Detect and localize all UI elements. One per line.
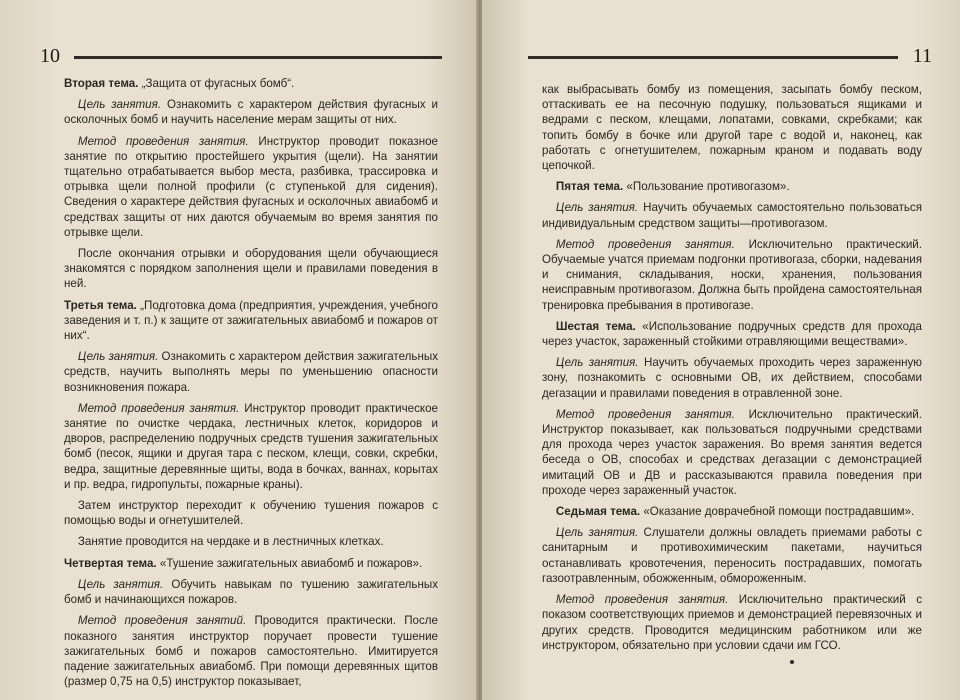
- paragraph: [64, 498, 438, 528]
- paragraph-lead: Метод проведения занятий.: [77, 614, 247, 628]
- paragraph: [64, 577, 438, 607]
- paragraph-text: Исключительно практический. Инструктор показывает, как пользоваться подручными средствами для прохода через участок заражения. Во время занятия ведется беседа о ОВ, способах и средствах дегазации с демонстрацией имитаций ОВ и ДВ и рассказываются правила поведения при проходе через зараженный участок.: [542, 407, 922, 497]
- paragraph-text: Затем инструктор переходит к обучению тушения пожаров с помощью воды и огнетушителей.: [64, 499, 438, 528]
- page-number: 11: [912, 45, 932, 67]
- paragraph-text: Инструктор проводит практическое занятие по очистке чердака, лестничных клеток, коридоров и дворов, распределению подручных средств тушения зажигательных бомб (песок, ящики и другая тара с песком, клещи, совки, скребки, ведра, защитные деревянные щиты, вода в бочках, ваннах, корытах и пр. ведра, гидропульты, пожарные краны).: [64, 401, 438, 491]
- paragraph-lead: Цель занятия.: [555, 356, 639, 370]
- paragraph-text: «Тушение зажигательных авиабомб и пожаров».: [156, 556, 423, 570]
- paragraph: [542, 592, 922, 653]
- paragraph: [542, 355, 922, 401]
- paragraph: [542, 319, 922, 349]
- page-number: 10: [40, 45, 60, 67]
- paragraph-lead: Метод проведения занятия.: [77, 401, 240, 415]
- left-page-text: [64, 76, 438, 695]
- paragraph-text: как выбрасывать бомбу из помещения, засыпать бомбу песком, оттаскивать ее на песочную подушку, пользоваться ящиками и ведрами с песком, клещами, лопатами, совками, скребками; как топить бомбу в бочке или другой таре с водой и, наконец, как работать с огнетушителем, пожарным краном и подавать воду цепочкой.: [542, 83, 922, 173]
- paragraph-lead: Метод проведения занятия.: [77, 134, 249, 148]
- paragraph-lead: Цель занятия.: [77, 577, 164, 591]
- paragraph: [542, 504, 922, 519]
- ink-dot: [790, 660, 794, 664]
- paragraph: [64, 97, 438, 127]
- paragraph-text: Ознакомить с характером действия фугасных и осколочных бомб и научить население мерам защиты от них.: [64, 98, 439, 127]
- paragraph: [64, 134, 438, 240]
- paragraph-text: Исключительно практический. Обучаемые учатся приемам подгонки противогаза, сборки, надевания и снимания, складывания, носки, хранения, пользования неисправным противогазом. Должна быть пройдена самостоятельная тренировка пребывания в противогазе.: [542, 237, 922, 312]
- paragraph-text: „Подготовка дома (предприятия, учреждения, учебного заведения и т. п.) к защите от зажигательных авиабомб и пожаров от них“.: [64, 298, 438, 343]
- topic-heading: Шестая тема.: [555, 319, 636, 333]
- left-page: [0, 0, 478, 700]
- paragraph-text: Занятие проводится на чердаке и в лестничных клетках.: [77, 535, 384, 549]
- paragraph-lead: Цель занятия.: [77, 98, 162, 112]
- topic-heading: Вторая тема.: [64, 77, 139, 90]
- topic-heading: Четвертая тема.: [64, 556, 157, 570]
- paragraph: [64, 401, 438, 492]
- paragraph: [64, 349, 438, 395]
- paragraph: [542, 82, 922, 173]
- header-rule: [74, 56, 442, 59]
- paragraph: [64, 556, 438, 571]
- paragraph-text: Научить обучаемых самостоятельно пользоваться индивидуальным средством защиты—противогазом.: [542, 201, 922, 230]
- right-page: [482, 0, 960, 700]
- paragraph: [64, 613, 438, 689]
- paragraph-text: «Использование подручных средств для прохода через участок, зараженный стойкими отравляющими веществами».: [542, 319, 922, 349]
- header-rule: [528, 56, 898, 59]
- paragraph-lead: Цель занятия.: [555, 201, 639, 215]
- paragraph-text: После окончания отрывки и оборудования щели обучающиеся знакомятся с порядком заполнения щели и правилами поведения в ней.: [64, 247, 438, 291]
- left-page-header: [40, 44, 442, 68]
- topic-heading: Пятая тема.: [555, 180, 624, 194]
- paragraph-text: Инструктор проводит показное занятие по открытию простейшего укрытия (щели). На занятии тщательно отрабатывается выбор места, разбивка, трассировка и отрывка щели полной профили (с ступенькой для сидения). Сведения о характере действия фугасных и осколочных авиабомб и средствах защиты от них даются обучаемым во время занятия по отрывке щели.: [64, 134, 438, 239]
- paragraph: [542, 525, 922, 586]
- topic-heading: Седьмая тема.: [555, 505, 641, 519]
- paragraph-text: Исключительно практический с показом соответствующих приемов и демонстрацией перевязочных и других средств. Проводится медицинским работником или же инструктором, обязательно при условии сдачи им ГСО.: [542, 593, 922, 652]
- paragraph: [542, 407, 922, 498]
- paragraph-text: Обучить навыкам по тушению зажигательных бомб и начинающихся пожаров.: [64, 577, 439, 607]
- paragraph-text: «Оказание доврачебной помощи пострадавшим».: [640, 505, 915, 519]
- paragraph-lead: Цель занятия.: [555, 526, 639, 540]
- paragraph-lead: Метод проведения занятия.: [555, 407, 735, 421]
- paragraph-lead: Цель занятия.: [77, 350, 159, 364]
- paragraph-lead: Метод проведения занятия.: [555, 593, 729, 607]
- paragraph-text: Ознакомить с характером действия зажигательных средств, научить выполнять меры по уменьшению опасности возникновения пожара.: [64, 350, 439, 394]
- right-page-text: [542, 82, 922, 659]
- right-page-header: [528, 44, 932, 68]
- paragraph-text: „Защита от фугасных бомб“.: [138, 77, 295, 90]
- paragraph: [542, 200, 922, 230]
- paragraph-text: Научить обучаемых проходить через зараженную зону, познакомить с основными ОВ, их действием, способами дегазации и правилами поведения в отравленной зоне.: [542, 356, 922, 400]
- paragraph-text: Проводится практически. После показного занятия инструктор поручает провести тушение зажигательных бомб и пожаров самостоятельно. Имитируется падение зажигательных авиабомб. При помощи деревянных щитов (размер 0,75 на 0,5) инструктор показывает,: [64, 614, 438, 689]
- paragraph: [542, 237, 922, 313]
- paragraph: [64, 298, 438, 344]
- paragraph: [64, 76, 438, 91]
- topic-heading: Третья тема.: [64, 298, 137, 312]
- paragraph: [64, 534, 438, 549]
- paragraph-text: «Пользование противогазом».: [623, 180, 790, 194]
- paragraph: [542, 179, 922, 194]
- paragraph: [64, 246, 438, 292]
- paragraph-lead: Метод проведения занятия.: [555, 237, 735, 251]
- paragraph-text: Слушатели должны овладеть приемами работы с санитарным и противохимическим пакетами, научиться останавливать кровотечения, переносить пострадавших, помогать газоотравленным, обожженным, обмороженным.: [542, 526, 923, 585]
